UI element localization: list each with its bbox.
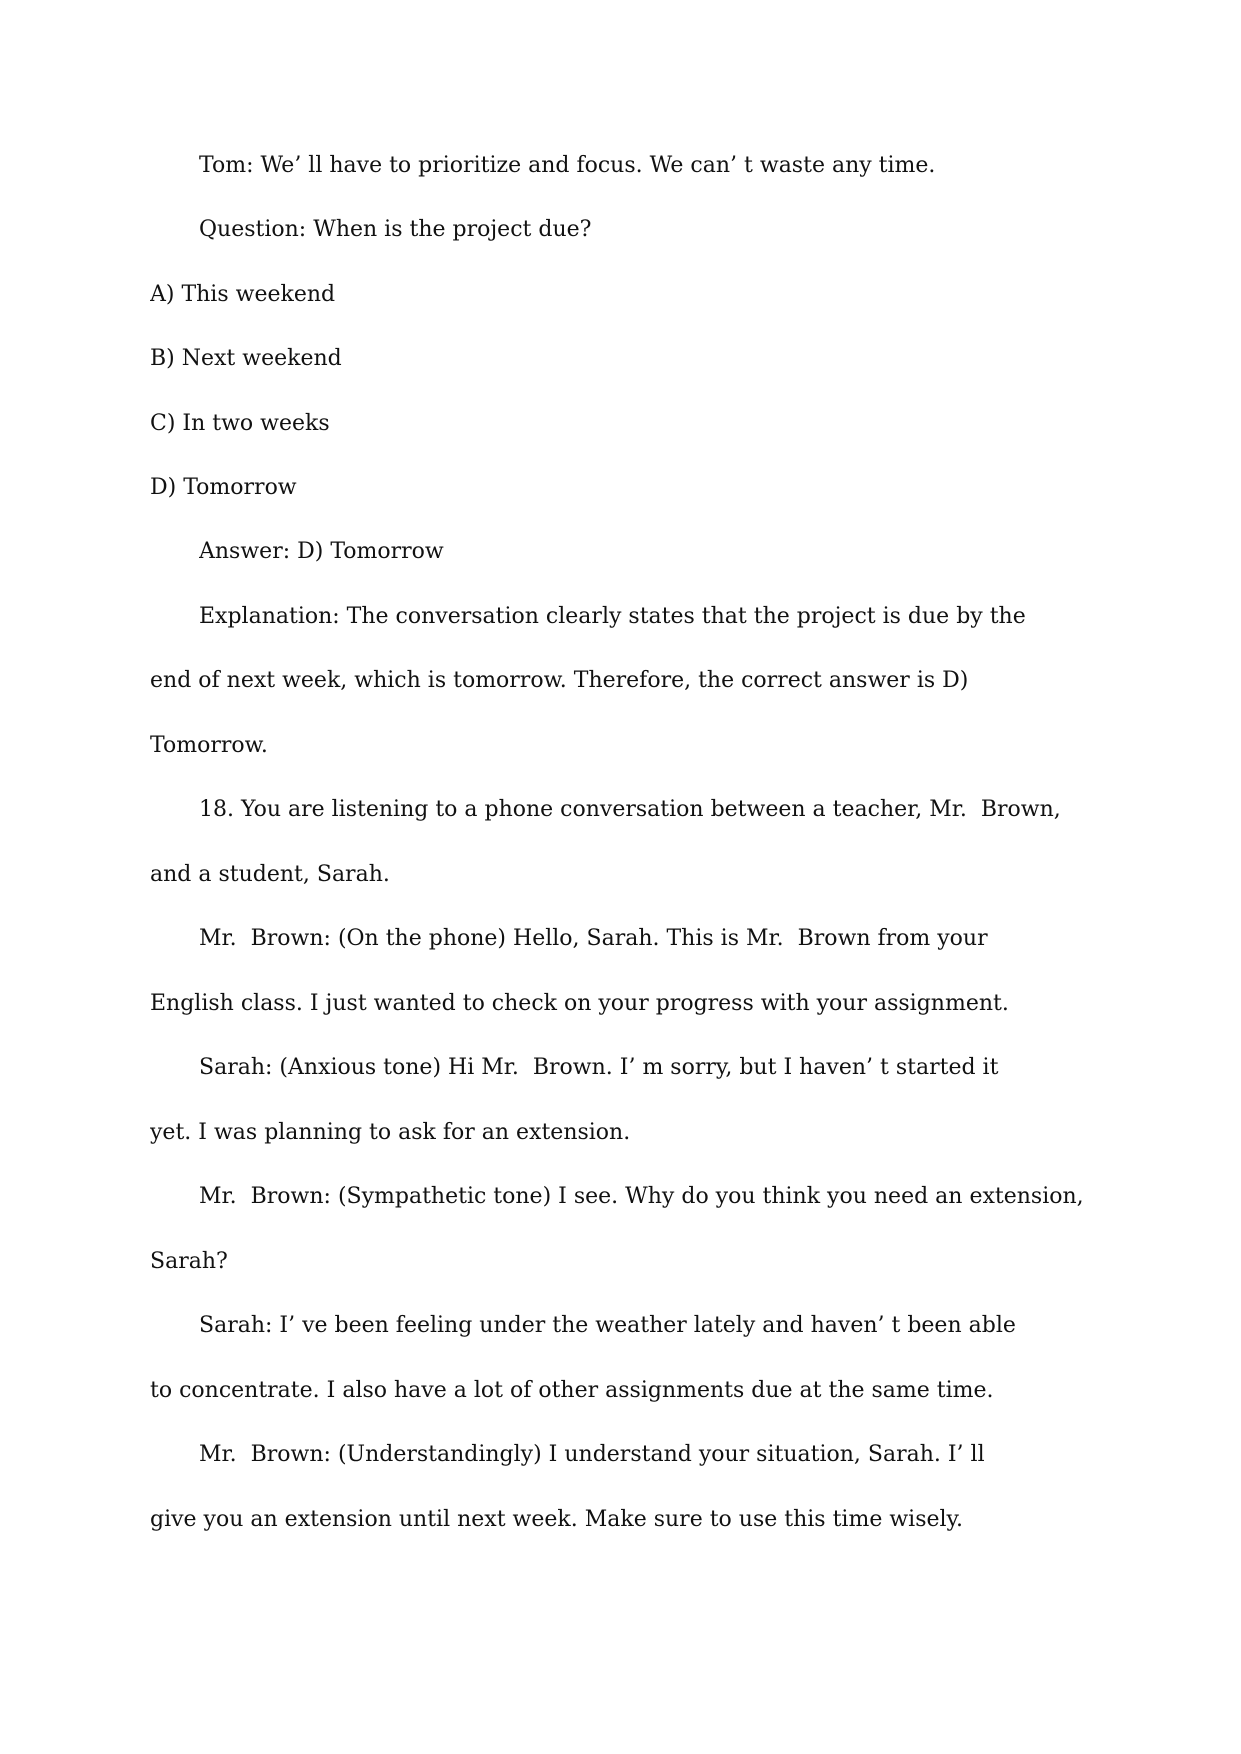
explanation-line: Explanation: The conversation clearly states that the project is due by the xyxy=(199,604,1026,629)
explanation-line: end of next week, which is tomorrow. Therefore, the correct answer is D) xyxy=(150,668,969,693)
option-c: C) In two weeks xyxy=(150,411,330,436)
option-d: D) Tomorrow xyxy=(150,475,297,500)
dialogue-line-mr-brown: Mr. Brown: (On the phone) Hello, Sarah. This is Mr. Brown from your xyxy=(199,926,988,951)
explanation-line: Tomorrow. xyxy=(150,733,268,758)
dialogue-line-mr-brown: Mr. Brown: (Understandingly) I understand your situation, Sarah. I’ ll xyxy=(199,1442,985,1467)
dialogue-line-sarah: yet. I was planning to ask for an extension. xyxy=(150,1120,631,1145)
dialogue-line-sarah: Sarah: I’ ve been feeling under the weather lately and haven’ t been able xyxy=(199,1313,1016,1338)
question-line: Question: When is the project due? xyxy=(199,217,592,242)
dialogue-line-sarah: Sarah: (Anxious tone) Hi Mr. Brown. I’ m sorry, but I haven’ t started it xyxy=(199,1055,999,1080)
option-a: A) This weekend xyxy=(150,282,336,307)
question-18-line: 18. You are listening to a phone conversation between a teacher, Mr. Brown, xyxy=(199,797,1061,822)
dialogue-line-mr-brown: English class. I just wanted to check on your progress with your assignment. xyxy=(150,991,1009,1016)
dialogue-line-mr-brown: Sarah? xyxy=(150,1249,228,1274)
dialogue-line-sarah: to concentrate. I also have a lot of other assignments due at the same time. xyxy=(150,1378,994,1403)
answer-line: Answer: D) Tomorrow xyxy=(199,539,444,564)
dialogue-line-mr-brown: give you an extension until next week. Make sure to use this time wisely. xyxy=(150,1507,964,1532)
dialogue-line-mr-brown: Mr. Brown: (Sympathetic tone) I see. Why do you think you need an extension, xyxy=(199,1184,1084,1209)
option-b: B) Next weekend xyxy=(150,346,342,371)
question-18-line: and a student, Sarah. xyxy=(150,862,390,887)
dialogue-line-tom: Tom: We’ ll have to prioritize and focus. We can’ t waste any time. xyxy=(199,153,936,178)
